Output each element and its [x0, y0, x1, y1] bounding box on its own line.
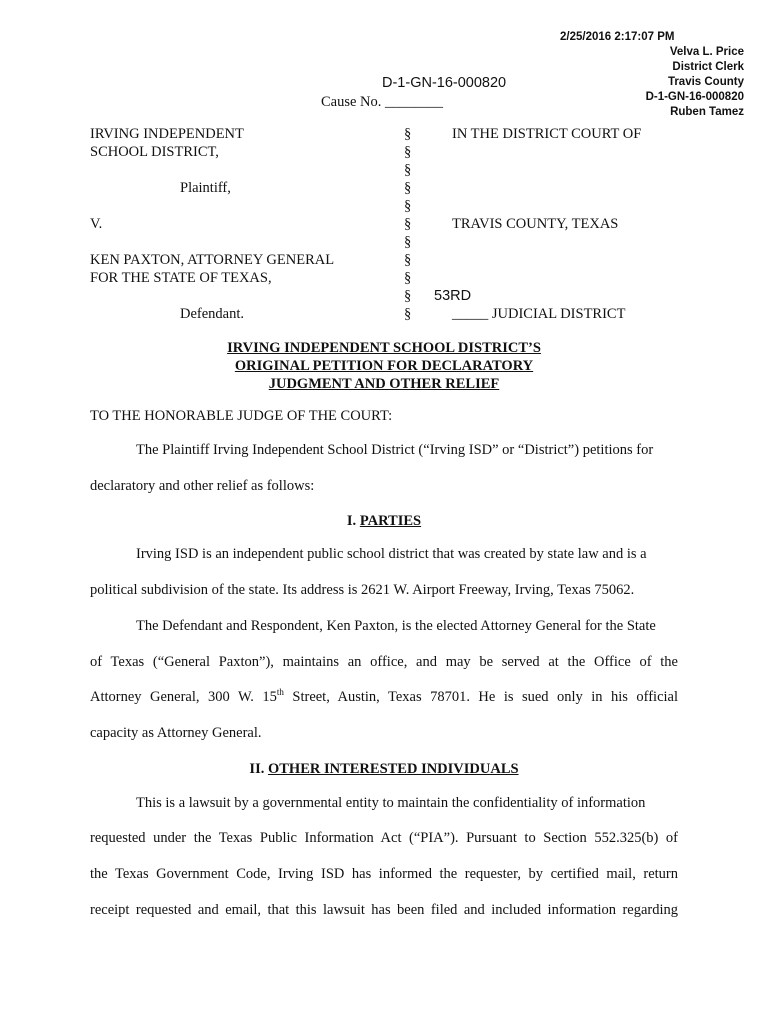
ordinal-suffix: th	[276, 687, 284, 698]
petition-title-line2: ORIGINAL PETITION FOR DECLARATORY	[234, 358, 534, 374]
salutation: TO THE HONORABLE JUDGE OF THE COURT:	[90, 408, 393, 424]
section-symbol: §	[404, 234, 412, 250]
versus: V.	[90, 216, 103, 232]
parties-p2-line3	[90, 689, 678, 706]
section-2-number: II.	[249, 761, 265, 777]
court-line3: _____ JUDICIAL DISTRICT	[452, 306, 626, 322]
stamp-case-number: D-1-GN-16-000820	[645, 91, 744, 103]
parties-p1-line1: Irving ISD is an independent public school district that was created by state law and is a	[136, 546, 647, 562]
intro-line2: declaratory and other relief as follows:	[90, 478, 315, 494]
district-number: 53RD	[434, 288, 472, 304]
section-symbol: §	[404, 180, 412, 196]
parties-p2-line2: of Texas (“General Paxton”), maintains an office, and may be served at the Office of the	[90, 654, 678, 670]
cause-label: Cause No. ________	[321, 94, 444, 110]
section-1-number: I.	[346, 513, 357, 529]
parties-p2-line3-start: Attorney General, 300 W. 15	[90, 689, 277, 705]
section-symbol: §	[404, 198, 412, 214]
plaintiff-name-line1: IRVING INDEPENDENT	[90, 126, 244, 142]
section-symbol: §	[404, 126, 412, 142]
section-2-title: OTHER INTERESTED INDIVIDUALS	[267, 761, 519, 777]
plaintiff-role: Plaintiff,	[180, 180, 231, 196]
section-symbol: §	[404, 288, 412, 304]
section-2-heading	[0, 761, 768, 778]
section-symbol: §	[404, 144, 412, 160]
section-symbol: §	[404, 306, 412, 322]
section-symbol: §	[404, 270, 412, 286]
court-line2: TRAVIS COUNTY, TEXAS	[452, 216, 619, 232]
stamp-clerk-name: Velva L. Price	[669, 46, 744, 58]
stamp-datetime: 2/25/2016 2:17:07 PM	[560, 31, 675, 43]
section-1-title: PARTIES	[359, 513, 422, 529]
filing-stamp	[560, 30, 744, 120]
petition-title-line3: JUDGMENT AND OTHER RELIEF	[268, 376, 500, 392]
intro-line1: The Plaintiff Irving Independent School District (“Irving ISD” or “District”) petitions for	[136, 442, 654, 458]
stamp-clerk-title: District Clerk	[672, 61, 744, 73]
plaintiff-name-line2: SCHOOL DISTRICT,	[90, 144, 219, 160]
defendant-name-line2: FOR THE STATE OF TEXAS,	[90, 270, 272, 286]
defendant-name-line1: KEN PAXTON, ATTORNEY GENERAL	[90, 252, 335, 268]
interested-p1-line4: receipt requested and email, that this lawsuit has been filed and included information regarding	[90, 902, 678, 918]
interested-p1-line2: requested under the Texas Public Information Act (“PIA”). Pursuant to Section 552.325(b) of	[90, 830, 678, 846]
parties-p2-line3-end: Street, Austin, Texas 78701. He is sued only in his official	[283, 689, 678, 705]
court-line1: IN THE DISTRICT COURT OF	[452, 126, 642, 142]
cause-number: D-1-GN-16-000820	[382, 75, 507, 91]
parties-p2-line1: The Defendant and Respondent, Ken Paxton, is the elected Attorney General for the State	[136, 618, 656, 634]
stamp-county: Travis County	[667, 76, 744, 88]
interested-p1-line1: This is a lawsuit by a governmental entity to maintain the confidentiality of information	[136, 795, 646, 811]
defendant-role: Defendant.	[180, 306, 245, 322]
section-symbol: §	[404, 216, 412, 232]
section-symbol: §	[404, 162, 412, 178]
section-symbol: §	[404, 252, 412, 268]
parties-p2-line4: capacity as Attorney General.	[90, 725, 262, 741]
section-1-heading	[0, 513, 768, 530]
stamp-deputy: Ruben Tamez	[670, 106, 744, 118]
parties-p1-line2: political subdivision of the state. Its address is 2621 W. Airport Freeway, Irving, Texas 75062.	[90, 582, 635, 598]
petition-title-line1: IRVING INDEPENDENT SCHOOL DISTRICT’S	[227, 340, 541, 356]
interested-p1-line3: the Texas Government Code, Irving ISD has informed the requester, by certified mail, return	[90, 866, 678, 882]
